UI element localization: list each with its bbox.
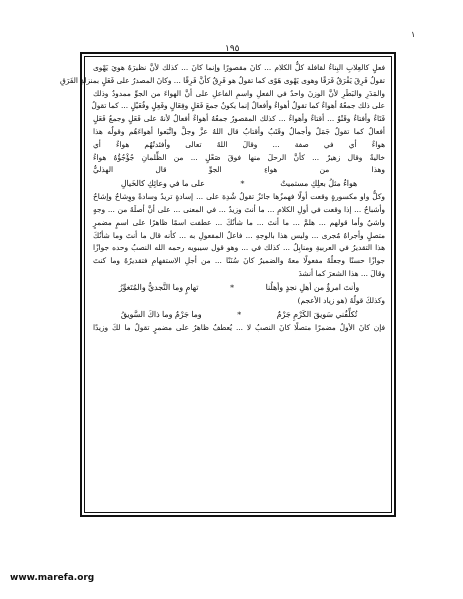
verse-hemistich-right: تُكلِّفُني سَويقَ الكَرْمِ جَرْمٌ (276, 309, 358, 319)
text-line: متصلٍ وأجراهُ مُجرى ... وليس هذا بالوجهِ ... فاعلُ المفعولِ به ... كأنه قال ما أنتَ وما شأنُكَ (93, 230, 385, 240)
text-line: تقولُ فَرِقَ يَفْرَقُ فَرَقًا وهوى يَهْوى هَوًى كما تقولُ هو فَرِقٌ كأنَّ فَرِقًا ... وكانَ المصدرُ على فَعَلٍ بمنزلةِ الفَرَقِ (60, 75, 385, 85)
text-line: وهذا من هواءِ الجوِّ قال الهذليُّ (93, 165, 385, 175)
text-body (60, 62, 385, 510)
text-line: واشيٌ وأما قولهم ... هلمَّ ... ما أنتَ ... ما شأنُكَ ... عطفت اسمًا ظاهرًا على اسمٍ مضمرٍ (93, 217, 385, 227)
verse-hemistich-right: وأنتَ امرؤٌ من أهلِ نجدٍ وأهلُنا (265, 282, 360, 292)
text-line: أفعالٌ كما تقولُ جَمَلٌ وأجمالٌ وقَتَبٌ وأقتابٌ قال اللهُ عزَّ وجلَّ واتَّبَعوا أهواءَهُم وقولُه هذا (93, 126, 385, 136)
verse-separator: * (230, 282, 234, 292)
verse-3 (93, 308, 385, 322)
text-line: فَتَاءٌ وأفتاءٌ وقَتْوٌ ... أقتاءٌ وأهواءٌ ... كذلك المقصورُ جمعُهُ أهواءٌ أفعالٌ لأنهُ على فَعَلٍ وجمعُ فَعَلٍ (93, 114, 385, 124)
text-line: خاليةٌ وقال زهيرٌ ... كأنَّ الرحلَ منها فوقَ صَعْلٍ ... من الظِّلمانِ جُؤْجُؤُهُ هواءُ (93, 152, 385, 162)
verse-separator: * (240, 179, 245, 189)
verse-2 (93, 281, 385, 295)
verse-1 (93, 177, 385, 191)
verse-hemistich-left: وما جَرْمٌ وما ذاكَ السَّويقُ (120, 309, 202, 319)
verse-hemistich-left: تهامٍ وما النَّجديُّ والمُتَغوِّرُ (118, 282, 199, 292)
text-line: هواءٌ أي في صفة ... وقالَ اللهُ تعالى وأفئدتُهُم هواءٌ أي (93, 139, 385, 149)
text-line: فعلٍ كالعِلابِ البِناءُ لقافلة كلُّ الكلام ... كانَ مقصورًا وإنما كانَ ... كذلك لأنَّ نظيرَهُ هويَ يَهْوى (93, 63, 385, 72)
text-line: على ذلك جمعُهُ أهواءٌ كما تقولُ أهواءٌ وأفعالٌ إنما يكونُ جمعَ فَعَلٍ وفِعَالٍ وفَعِلٍ وفُعَيْلٍ ... كما تقولُ (91, 101, 385, 111)
text-line-short: وقالَ ... هذا الشعرَ كما أنشدَ (298, 268, 385, 278)
text-line: فإن كانَ الأولُ مضمرًا متصلًا كانَ النصبُ لا ... يُعطفُ ظاهرٌ على مضمرٍ تقولُ ما لكَ وزيدًا (93, 322, 385, 332)
text-line: جوازًا حسنًا وجعلُهُ مفعولًا معهُ والضميرُ كانَ سُنَنًا ... من أجلِ الاستفهامِ فتقديرُهُ وما كنتَ (93, 256, 385, 266)
text-line: وأشباحٌ ... إذا وقعت في أولِ الكلامِ ... ما أنتَ وزيدٌ ... في المعنى ... على أنَّ أصلَهُ من ... وجهٍ (93, 204, 385, 214)
verse-hemistich-right: هواءٌ مثلُ بعلِكِ مستميتٌ (280, 179, 358, 189)
text-line: والمَدَرِ والبَطَرِ لأنَّ الوزنَ واحدٌ في الفعلِ واسمِ الفاعلِ على أنَّ الهواءَ من الجوِّ ممدودٌ وذلك (93, 88, 385, 98)
page-number: ١٩٥ (225, 44, 240, 54)
corner-mark: ١ (411, 30, 416, 39)
text-line: هذا التقديرُ في العربيةِ ومنابِلُ ... كذلك في ... وهو قول سيبويه رحمه الله النصبُ وحده جوازًا (93, 243, 385, 253)
text-line: وكلُّ واو مكسورةٍ وقعت أولًا فهمزُها جائزٌ تقولُ شُدِهَ على ... إسادةٍ تريدُ وسادةً ووِشاحٌ وإشاحٌ (93, 192, 385, 202)
text-line-short: وكذلكَ قولُهُ (هو زياد الأعجم) (297, 295, 385, 305)
verse-hemistich-left: على ما في وعائِكِ كالخَيالِ (120, 179, 205, 189)
verse-separator: * (237, 309, 242, 319)
watermark: www.marefa.org (10, 573, 95, 583)
